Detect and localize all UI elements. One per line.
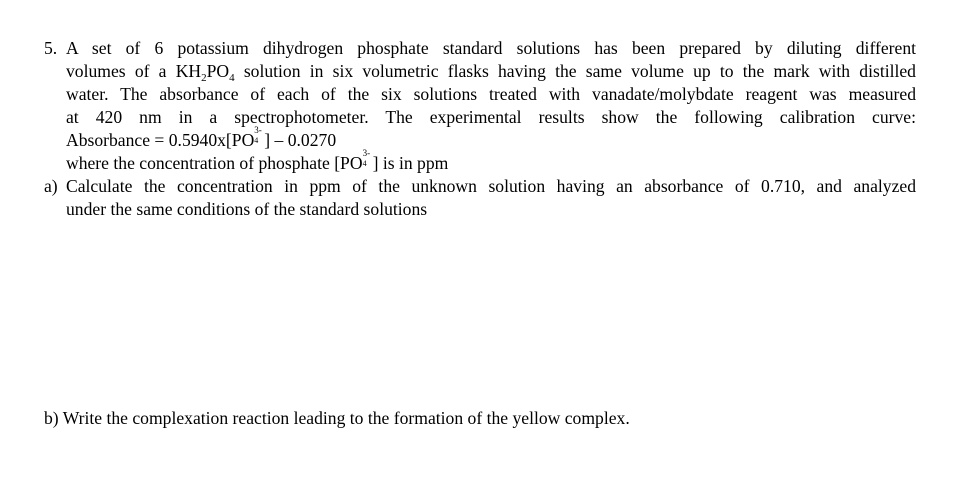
question-5 xyxy=(44,37,916,175)
phosphate-sub-sup: 3- 4 xyxy=(254,125,262,145)
part-b-text: b) Write the complexation reaction leading to the formation of the yellow complex. xyxy=(44,408,630,428)
part-a xyxy=(44,175,916,221)
question-line-2 xyxy=(44,60,916,83)
question-line-3 xyxy=(44,83,916,106)
concentration-note: where the concentration of phosphate [PO 3- 4 ] is in ppm xyxy=(66,148,449,173)
question-text-line: A set of 6 potassium dihydrogen phosphate standard solutions has been prepared by diluting different xyxy=(66,38,916,58)
part-a-text: under the same conditions of the standard solutions xyxy=(66,199,428,219)
calibration-equation: Absorbance = 0.5940x[PO 3- 4 ] – 0.0270 xyxy=(66,125,337,150)
part-b xyxy=(44,407,916,430)
question-line-1 xyxy=(44,37,916,60)
question-text-line: water. The absorbance of each of the six solutions treated with vanadate/molybdate reagent was measured xyxy=(66,84,916,104)
kh2po4-formula: $KH_2PO_4$ xyxy=(175,61,235,84)
part-a-text: Calculate the concentration in ppm of the unknown solution having an absorbance of 0.710, and analyzed xyxy=(66,176,916,196)
question-text-line: at 420 nm in a spectrophotometer. The experimental results show the following calibration curve: xyxy=(66,107,916,127)
question-text-line: volumes of a $KH_2PO_4$ solution in six volumetric flasks having the same volume up to the mark with distilled xyxy=(66,61,916,84)
question-number: 5. xyxy=(44,38,58,58)
phosphate-sub-sup: 3- 4 xyxy=(362,148,371,168)
part-a-label: a) xyxy=(44,176,58,196)
question-line-4 xyxy=(44,106,916,129)
part-a-line-1 xyxy=(44,175,916,198)
part-a-line-2 xyxy=(44,198,916,221)
